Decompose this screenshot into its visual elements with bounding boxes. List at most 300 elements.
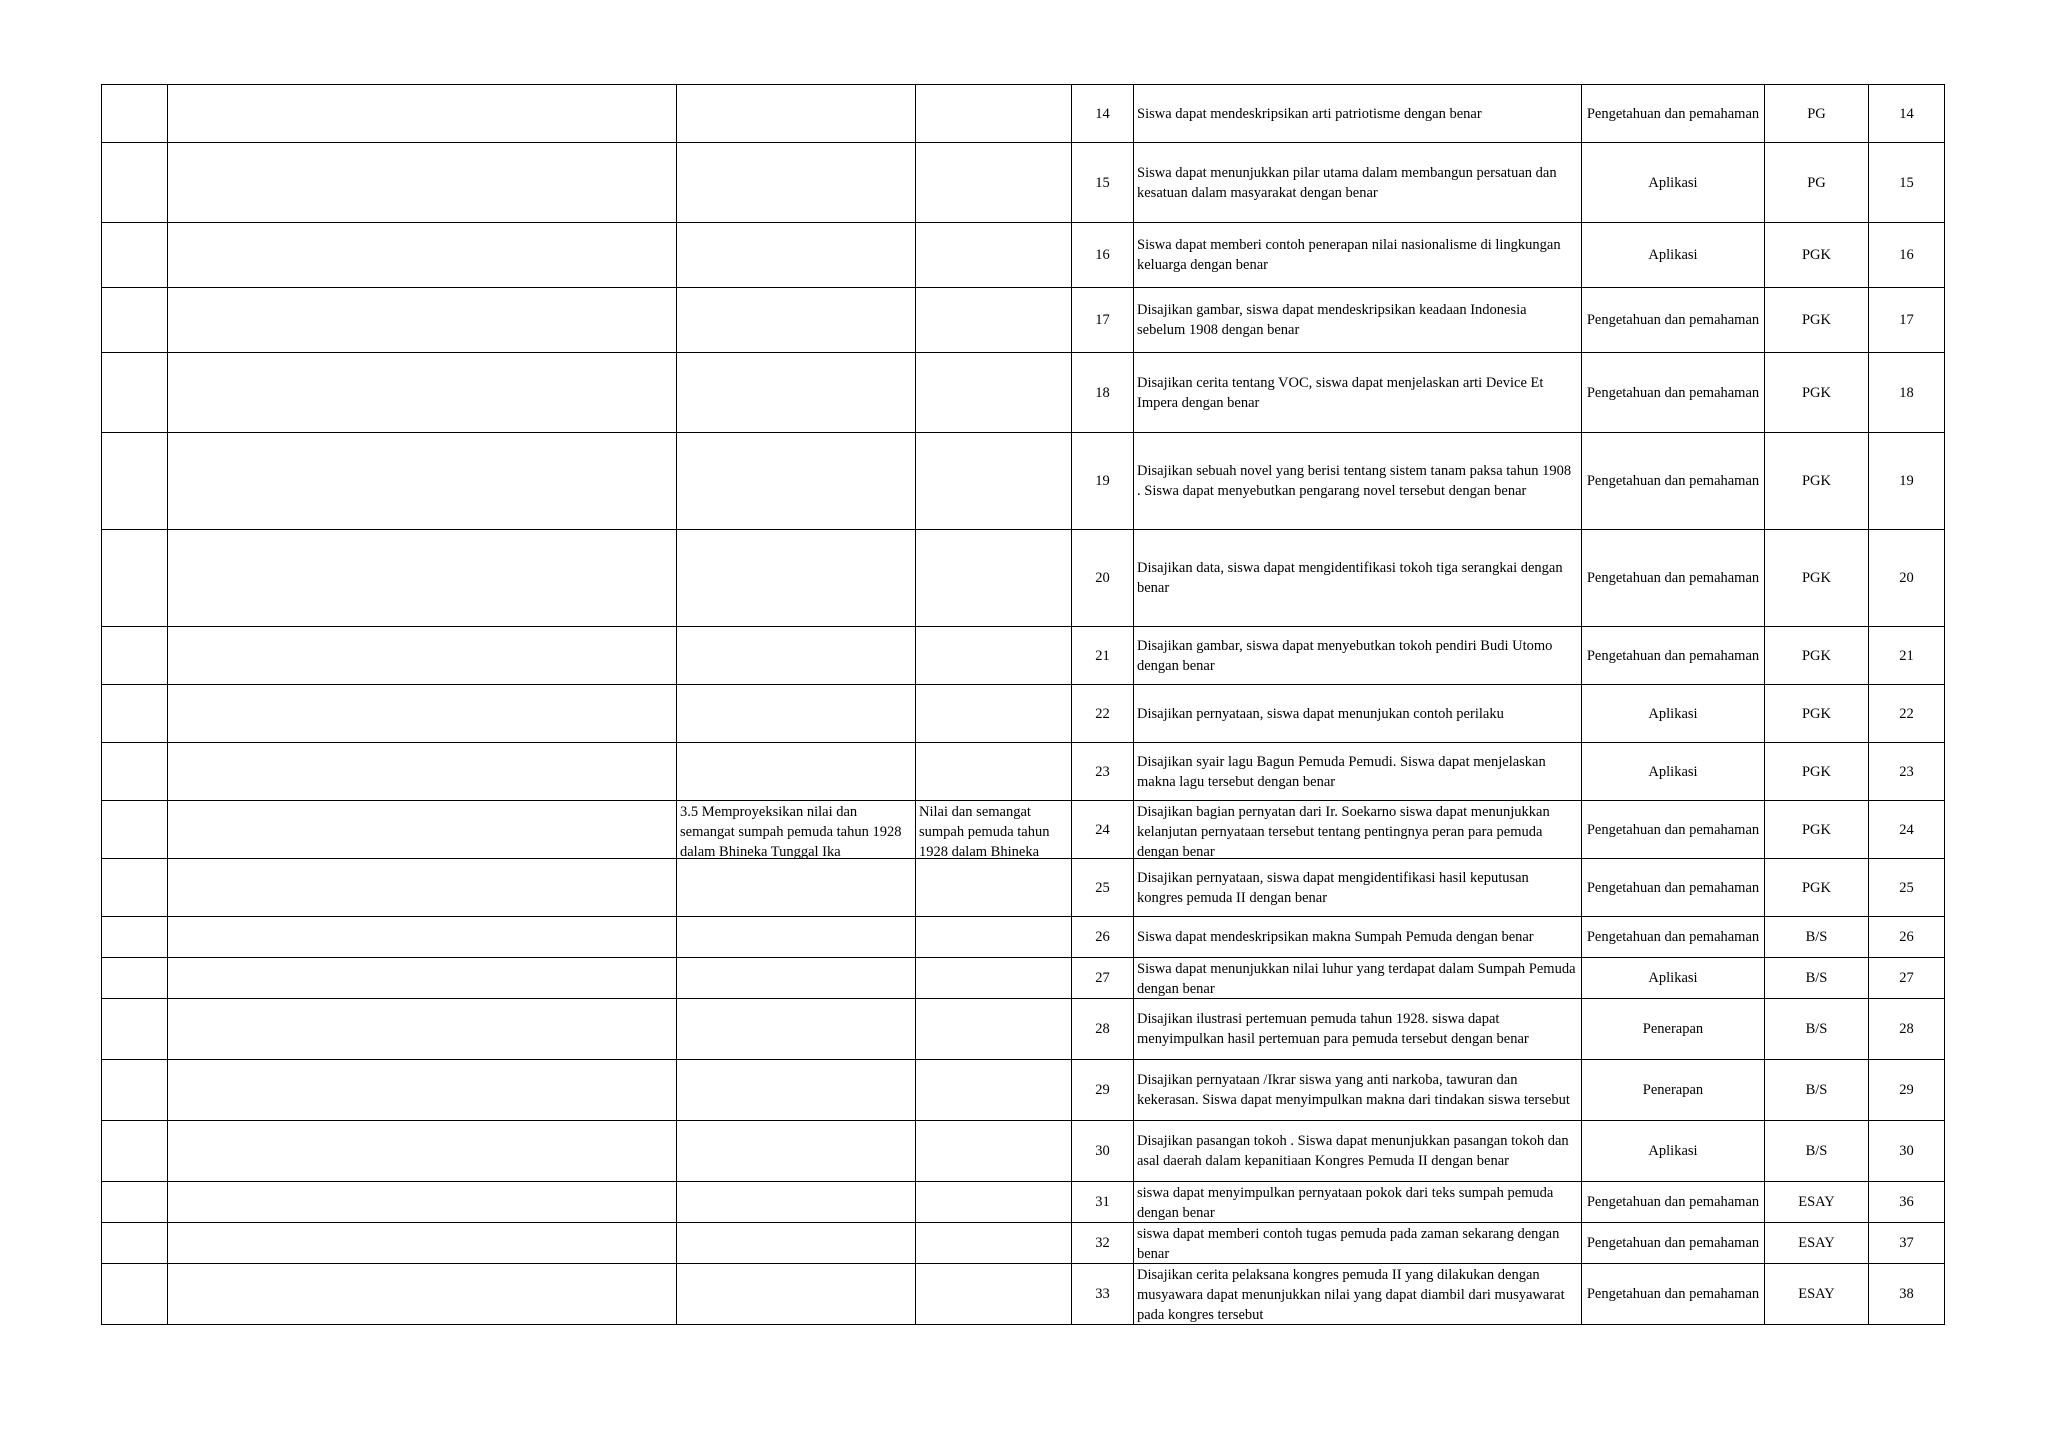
material-cell: [916, 353, 1072, 433]
competency-cell: [677, 433, 916, 530]
empty-cell: [102, 143, 168, 223]
question-form-cell: [1765, 801, 1869, 859]
cognitive-level-text: Aplikasi: [1648, 705, 1698, 722]
cognitive-level-cell: [1582, 530, 1765, 627]
indicator-cell: [1134, 433, 1582, 530]
empty-cell: [168, 1264, 677, 1325]
item-number-text: 27: [1899, 970, 1914, 986]
table-row: [102, 859, 1945, 917]
item-number-text: 30: [1899, 1143, 1914, 1159]
empty-cell: [168, 743, 677, 801]
cognitive-level-cell: [1582, 1182, 1765, 1223]
cognitive-level-cell: [1582, 1264, 1765, 1325]
empty-cell: [168, 223, 677, 288]
empty-cell: [168, 685, 677, 743]
indicator-number-cell: [1072, 685, 1134, 743]
item-number-text: 26: [1899, 929, 1914, 945]
indicator-cell: [1134, 1060, 1582, 1121]
cognitive-level-cell: [1582, 685, 1765, 743]
item-number-text: 22: [1899, 705, 1914, 722]
item-number-cell: [1869, 999, 1945, 1060]
indicator-text: Siswa dapat mendeskripsikan makna Sumpah Pemuda dengan benar: [1137, 929, 1534, 945]
table-row: [102, 685, 1945, 743]
material-cell: [916, 1060, 1072, 1121]
indicator-number-cell: [1072, 143, 1134, 223]
indicator-text: Siswa dapat menunjukkan nilai luhur yang terdapat dalam Sumpah Pemuda dengan benar: [1137, 960, 1576, 997]
indicator-cell: [1134, 1182, 1582, 1223]
indicator-cell: [1134, 958, 1582, 999]
item-number-text: 21: [1899, 647, 1914, 664]
question-form-text: PGK: [1801, 384, 1831, 401]
grid-body: [102, 85, 1945, 1325]
item-number-cell: [1869, 433, 1945, 530]
material-cell: [916, 288, 1072, 353]
empty-cell: [102, 917, 168, 958]
competency-cell: [677, 1264, 916, 1325]
material-cell: [916, 743, 1072, 801]
question-form-text: PGK: [1801, 647, 1831, 664]
cognitive-level-text: Penerapan: [1642, 1082, 1704, 1098]
question-form-text: PGK: [1801, 312, 1831, 328]
competency-cell: [677, 801, 916, 859]
indicator-text: siswa dapat menyimpulkan pernyataan pokok dari teks sumpah pemuda dengan benar: [1137, 1184, 1554, 1221]
competency-cell: [677, 223, 916, 288]
material-cell: [916, 958, 1072, 999]
question-form-text: PGK: [1801, 247, 1831, 263]
question-form-text: PG: [1807, 174, 1826, 191]
item-number-cell: [1869, 530, 1945, 627]
question-form-text: B/S: [1805, 1143, 1828, 1159]
indicator-text: Disajikan cerita pelaksana kongres pemuda II yang dilakukan dengan musyawara dapat menunjukkan nilai yang dapat diambil dari musyawarat pada kongres tersebut: [1137, 1266, 1565, 1323]
material-cell: [916, 999, 1072, 1060]
empty-cell: [102, 85, 168, 143]
indicator-number-cell: [1072, 1182, 1134, 1223]
indicator-text: Disajikan gambar, siswa dapat mendeskripsikan keadaan Indonesia sebelum 1908 dengan benar: [1137, 302, 1527, 338]
material-cell: [916, 859, 1072, 917]
competency-cell: [677, 288, 916, 353]
indicator-number-cell: [1072, 801, 1134, 859]
item-number-cell: [1869, 1121, 1945, 1182]
question-form-text: B/S: [1805, 929, 1828, 945]
cognitive-level-cell: [1582, 143, 1765, 223]
competency-cell: [677, 999, 916, 1060]
competency-cell: [677, 1121, 916, 1182]
competency-cell: [677, 627, 916, 685]
item-number-cell: [1869, 1264, 1945, 1325]
item-number-text: 15: [1899, 174, 1914, 191]
cognitive-level-text: Pengetahuan dan pemahaman: [1586, 821, 1760, 838]
item-number-cell: [1869, 627, 1945, 685]
indicator-cell: [1134, 530, 1582, 627]
material-cell: [916, 143, 1072, 223]
competency-cell: [677, 917, 916, 958]
item-number-cell: [1869, 958, 1945, 999]
empty-cell: [102, 1264, 168, 1325]
item-number-cell: [1869, 859, 1945, 917]
cognitive-level-cell: [1582, 1060, 1765, 1121]
indicator-cell: [1134, 288, 1582, 353]
indicator-text: Disajikan sebuah novel yang berisi tentang sistem tanam paksa tahun 1908 . Siswa dapat menyebutkan pengarang novel tersebut dengan benar: [1137, 463, 1572, 499]
cognitive-level-cell: [1582, 433, 1765, 530]
indicator-text: Disajikan pasangan tokoh . Siswa dapat menunjukkan pasangan tokoh dan asal daerah dalam kepanitiaan Kongres Pemuda II dengan benar: [1137, 1133, 1569, 1169]
cognitive-level-text: Pengetahuan dan pemahaman: [1586, 929, 1760, 945]
material-cell: [916, 85, 1072, 143]
empty-cell: [102, 627, 168, 685]
cognitive-level-text: Aplikasi: [1648, 763, 1698, 780]
item-number-cell: [1869, 288, 1945, 353]
cognitive-level-text: Pengetahuan dan pemahaman: [1586, 1286, 1760, 1302]
empty-cell: [102, 530, 168, 627]
question-form-text: B/S: [1805, 1082, 1828, 1098]
empty-cell: [102, 433, 168, 530]
item-number-text: 36: [1899, 1194, 1914, 1210]
empty-cell: [168, 627, 677, 685]
cognitive-level-text: Pengetahuan dan pemahaman: [1586, 105, 1760, 122]
empty-cell: [102, 1060, 168, 1121]
competency-text: 3.5 Memproyeksikan nilai dan semangat sumpah pemuda tahun 1928 dalam Bhineka Tunggal Ika: [680, 803, 902, 858]
indicator-text: Disajikan ilustrasi pertemuan pemuda tahun 1928. siswa dapat menyimpulkan hasil pertemuan para pemuda tersebut dengan benar: [1137, 1011, 1529, 1047]
competency-cell: [677, 685, 916, 743]
item-number-text: 29: [1899, 1082, 1914, 1098]
cognitive-level-text: Pengetahuan dan pemahaman: [1586, 1235, 1760, 1251]
table-row: [102, 958, 1945, 999]
table-row: [102, 627, 1945, 685]
competency-cell: [677, 958, 916, 999]
indicator-number-text: 16: [1095, 247, 1110, 263]
table-row: [102, 223, 1945, 288]
question-form-cell: [1765, 627, 1869, 685]
competency-cell: [677, 743, 916, 801]
indicator-cell: [1134, 353, 1582, 433]
indicator-number-text: 17: [1095, 312, 1110, 328]
cognitive-level-text: Pengetahuan dan pemahaman: [1586, 570, 1760, 586]
question-form-cell: [1765, 223, 1869, 288]
empty-cell: [168, 958, 677, 999]
indicator-cell: [1134, 1223, 1582, 1264]
cognitive-level-text: Pengetahuan dan pemahaman: [1586, 384, 1760, 401]
indicator-cell: [1134, 1264, 1582, 1325]
empty-cell: [168, 288, 677, 353]
question-form-cell: [1765, 85, 1869, 143]
question-form-cell: [1765, 433, 1869, 530]
indicator-number-cell: [1072, 743, 1134, 801]
cognitive-level-cell: [1582, 743, 1765, 801]
material-cell: [916, 1264, 1072, 1325]
table-row: [102, 85, 1945, 143]
indicator-number-text: 27: [1095, 970, 1110, 986]
material-cell: [916, 530, 1072, 627]
empty-cell: [168, 433, 677, 530]
question-form-cell: [1765, 859, 1869, 917]
cognitive-level-text: Pengetahuan dan pemahaman: [1586, 647, 1760, 664]
empty-cell: [168, 1121, 677, 1182]
empty-cell: [168, 859, 677, 917]
item-number-cell: [1869, 743, 1945, 801]
empty-cell: [168, 1060, 677, 1121]
cognitive-level-text: Aplikasi: [1648, 970, 1698, 986]
indicator-number-text: 22: [1095, 705, 1110, 722]
cognitive-level-text: Pengetahuan dan pemahaman: [1586, 473, 1760, 489]
question-form-cell: [1765, 917, 1869, 958]
indicator-cell: [1134, 917, 1582, 958]
indicator-cell: [1134, 685, 1582, 743]
indicator-text: Siswa dapat menunjukkan pilar utama dalam membangun persatuan dan kesatuan dalam masyarakat dengan benar: [1137, 164, 1557, 201]
item-number-cell: [1869, 223, 1945, 288]
question-form-text: B/S: [1805, 1021, 1828, 1037]
question-form-cell: [1765, 143, 1869, 223]
question-form-cell: [1765, 530, 1869, 627]
cognitive-level-cell: [1582, 353, 1765, 433]
empty-cell: [102, 223, 168, 288]
indicator-text: Disajikan gambar, siswa dapat menyebutkan tokoh pendiri Budi Utomo dengan benar: [1137, 637, 1553, 674]
cognitive-level-text: Aplikasi: [1648, 247, 1698, 263]
indicator-text: Disajikan data, siswa dapat mengidentifikasi tokoh tiga serangkai dengan benar: [1137, 560, 1563, 596]
empty-cell: [102, 353, 168, 433]
indicator-number-cell: [1072, 917, 1134, 958]
material-cell: [916, 801, 1072, 859]
question-form-cell: [1765, 288, 1869, 353]
empty-cell: [168, 1182, 677, 1223]
table-row: [102, 1223, 1945, 1264]
table-row: [102, 917, 1945, 958]
indicator-number-cell: [1072, 1264, 1134, 1325]
question-form-cell: [1765, 685, 1869, 743]
item-number-text: 14: [1899, 105, 1914, 122]
indicator-number-cell: [1072, 288, 1134, 353]
empty-cell: [168, 917, 677, 958]
cognitive-level-cell: [1582, 801, 1765, 859]
question-form-text: ESAY: [1798, 1235, 1835, 1251]
indicator-number-cell: [1072, 353, 1134, 433]
empty-cell: [168, 143, 677, 223]
item-number-cell: [1869, 685, 1945, 743]
indicator-text: Siswa dapat mendeskripsikan arti patriotisme dengan benar: [1137, 105, 1482, 122]
question-form-text: PGK: [1801, 821, 1831, 838]
competency-cell: [677, 85, 916, 143]
question-form-cell: [1765, 353, 1869, 433]
indicator-number-text: 26: [1095, 929, 1110, 945]
question-form-text: PGK: [1801, 763, 1831, 780]
indicator-text: Disajikan pernyataan, siswa dapat mengidentifikasi hasil keputusan kongres pemuda II dengan benar: [1137, 869, 1529, 906]
empty-cell: [102, 743, 168, 801]
empty-cell: [168, 353, 677, 433]
empty-cell: [102, 288, 168, 353]
cognitive-level-text: Pengetahuan dan pemahaman: [1586, 879, 1760, 896]
indicator-number-text: 23: [1095, 763, 1110, 780]
indicator-number-text: 18: [1095, 384, 1110, 401]
material-cell: [916, 223, 1072, 288]
indicator-cell: [1134, 627, 1582, 685]
cognitive-level-cell: [1582, 1223, 1765, 1264]
question-form-text: B/S: [1805, 970, 1828, 986]
item-number-text: 24: [1899, 821, 1914, 838]
empty-cell: [168, 999, 677, 1060]
indicator-number-cell: [1072, 433, 1134, 530]
material-cell: [916, 685, 1072, 743]
table-row: [102, 1060, 1945, 1121]
competency-cell: [677, 530, 916, 627]
indicator-number-text: 14: [1095, 105, 1110, 122]
empty-cell: [102, 1182, 168, 1223]
indicator-text: Disajikan syair lagu Bagun Pemuda Pemudi. Siswa dapat menjelaskan makna lagu tersebut dengan benar: [1137, 753, 1546, 790]
item-number-cell: [1869, 1060, 1945, 1121]
table-row: [102, 433, 1945, 530]
empty-cell: [168, 85, 677, 143]
indicator-number-text: 31: [1095, 1194, 1110, 1210]
cognitive-level-cell: [1582, 958, 1765, 999]
cognitive-level-cell: [1582, 1121, 1765, 1182]
indicator-number-text: 29: [1095, 1082, 1110, 1098]
item-number-cell: [1869, 143, 1945, 223]
empty-cell: [102, 685, 168, 743]
indicator-number-text: 20: [1095, 570, 1110, 586]
material-cell: [916, 917, 1072, 958]
item-number-cell: [1869, 353, 1945, 433]
cognitive-level-cell: [1582, 999, 1765, 1060]
empty-cell: [102, 859, 168, 917]
question-grid-table: [101, 84, 1945, 1325]
question-form-text: PGK: [1801, 473, 1831, 489]
material-cell: [916, 627, 1072, 685]
competency-cell: [677, 1182, 916, 1223]
indicator-cell: [1134, 859, 1582, 917]
item-number-cell: [1869, 801, 1945, 859]
competency-cell: [677, 143, 916, 223]
indicator-number-cell: [1072, 859, 1134, 917]
empty-cell: [102, 999, 168, 1060]
item-number-cell: [1869, 85, 1945, 143]
indicator-cell: [1134, 999, 1582, 1060]
table-row: [102, 530, 1945, 627]
indicator-number-cell: [1072, 627, 1134, 685]
indicator-number-text: 30: [1095, 1143, 1110, 1159]
material-text: Nilai dan semangat sumpah pemuda tahun 1928 dalam Bhineka: [919, 803, 1050, 858]
indicator-cell: [1134, 743, 1582, 801]
question-form-text: ESAY: [1798, 1286, 1835, 1302]
question-form-cell: [1765, 1264, 1869, 1325]
cognitive-level-cell: [1582, 288, 1765, 353]
material-cell: [916, 1121, 1072, 1182]
table-row: [102, 999, 1945, 1060]
competency-cell: [677, 1060, 916, 1121]
cognitive-level-cell: [1582, 917, 1765, 958]
indicator-cell: [1134, 223, 1582, 288]
empty-cell: [102, 1223, 168, 1264]
empty-cell: [168, 801, 677, 859]
item-number-text: 19: [1899, 473, 1914, 489]
indicator-number-cell: [1072, 223, 1134, 288]
table-row: [102, 801, 1945, 859]
cognitive-level-text: Aplikasi: [1648, 174, 1698, 191]
indicator-cell: [1134, 1121, 1582, 1182]
question-form-cell: [1765, 958, 1869, 999]
question-form-cell: [1765, 1223, 1869, 1264]
material-cell: [916, 1223, 1072, 1264]
question-form-text: PGK: [1801, 570, 1831, 586]
cognitive-level-text: Pengetahuan dan pemahaman: [1586, 1194, 1760, 1210]
table-row: [102, 1264, 1945, 1325]
cognitive-level-cell: [1582, 85, 1765, 143]
indicator-number-text: 21: [1095, 647, 1110, 664]
indicator-cell: [1134, 801, 1582, 859]
indicator-number-text: 28: [1095, 1021, 1110, 1037]
question-form-cell: [1765, 743, 1869, 801]
question-form-text: PG: [1807, 105, 1826, 122]
question-form-cell: [1765, 1060, 1869, 1121]
indicator-text: siswa dapat memberi contoh tugas pemuda pada zaman sekarang dengan benar: [1137, 1225, 1560, 1262]
item-number-text: 17: [1899, 312, 1914, 328]
indicator-number-cell: [1072, 1060, 1134, 1121]
question-form-text: PGK: [1801, 705, 1831, 722]
indicator-number-cell: [1072, 530, 1134, 627]
item-number-text: 38: [1899, 1286, 1914, 1302]
empty-cell: [102, 958, 168, 999]
table-row: [102, 743, 1945, 801]
indicator-number-text: 32: [1095, 1235, 1110, 1251]
indicator-cell: [1134, 143, 1582, 223]
indicator-text: Siswa dapat memberi contoh penerapan nilai nasionalisme di lingkungan keluarga dengan benar: [1137, 237, 1561, 273]
indicator-text: Disajikan cerita tentang VOC, siswa dapat menjelaskan arti Device Et Impera dengan benar: [1137, 374, 1544, 411]
indicator-number-cell: [1072, 1121, 1134, 1182]
cognitive-level-text: Pengetahuan dan pemahaman: [1586, 312, 1760, 328]
question-form-cell: [1765, 1182, 1869, 1223]
question-form-cell: [1765, 1121, 1869, 1182]
item-number-cell: [1869, 1223, 1945, 1264]
indicator-number-text: 33: [1095, 1286, 1110, 1302]
item-number-text: 20: [1899, 570, 1914, 586]
competency-cell: [677, 1223, 916, 1264]
table-row: [102, 353, 1945, 433]
item-number-text: 37: [1899, 1235, 1914, 1251]
cognitive-level-text: Penerapan: [1642, 1021, 1704, 1037]
indicator-number-text: 25: [1095, 879, 1110, 896]
empty-cell: [168, 1223, 677, 1264]
indicator-number-cell: [1072, 999, 1134, 1060]
empty-cell: [168, 530, 677, 627]
indicator-text: Disajikan bagian pernyatan dari Ir. Soekarno siswa dapat menunjukkan kelanjutan pernyataan tersebut tentang pentingnya peran para pemuda dengan benar: [1137, 803, 1550, 858]
empty-cell: [102, 1121, 168, 1182]
material-cell: [916, 433, 1072, 530]
question-form-cell: [1765, 999, 1869, 1060]
item-number-text: 23: [1899, 763, 1914, 780]
competency-cell: [677, 859, 916, 917]
item-number-text: 25: [1899, 879, 1914, 896]
item-number-text: 16: [1899, 247, 1914, 263]
question-form-text: ESAY: [1798, 1194, 1835, 1210]
table-row: [102, 288, 1945, 353]
empty-cell: [102, 801, 168, 859]
indicator-number-text: 19: [1095, 473, 1110, 489]
competency-cell: [677, 353, 916, 433]
item-number-text: 28: [1899, 1021, 1914, 1037]
indicator-number-text: 15: [1095, 174, 1110, 191]
item-number-cell: [1869, 917, 1945, 958]
table-row: [102, 1121, 1945, 1182]
indicator-text: Disajikan pernyataan /Ikrar siswa yang anti narkoba, tawuran dan kekerasan. Siswa dapat menyimpulkan makna dari tindakan siswa tersebut: [1137, 1072, 1570, 1108]
material-cell: [916, 1182, 1072, 1223]
table-row: [102, 1182, 1945, 1223]
cognitive-level-cell: [1582, 223, 1765, 288]
item-number-cell: [1869, 1182, 1945, 1223]
cognitive-level-cell: [1582, 627, 1765, 685]
question-form-text: PGK: [1801, 879, 1831, 896]
table-row: [102, 143, 1945, 223]
indicator-cell: [1134, 85, 1582, 143]
cognitive-level-cell: [1582, 859, 1765, 917]
indicator-number-text: 24: [1095, 821, 1110, 838]
indicator-number-cell: [1072, 1223, 1134, 1264]
indicator-number-cell: [1072, 85, 1134, 143]
